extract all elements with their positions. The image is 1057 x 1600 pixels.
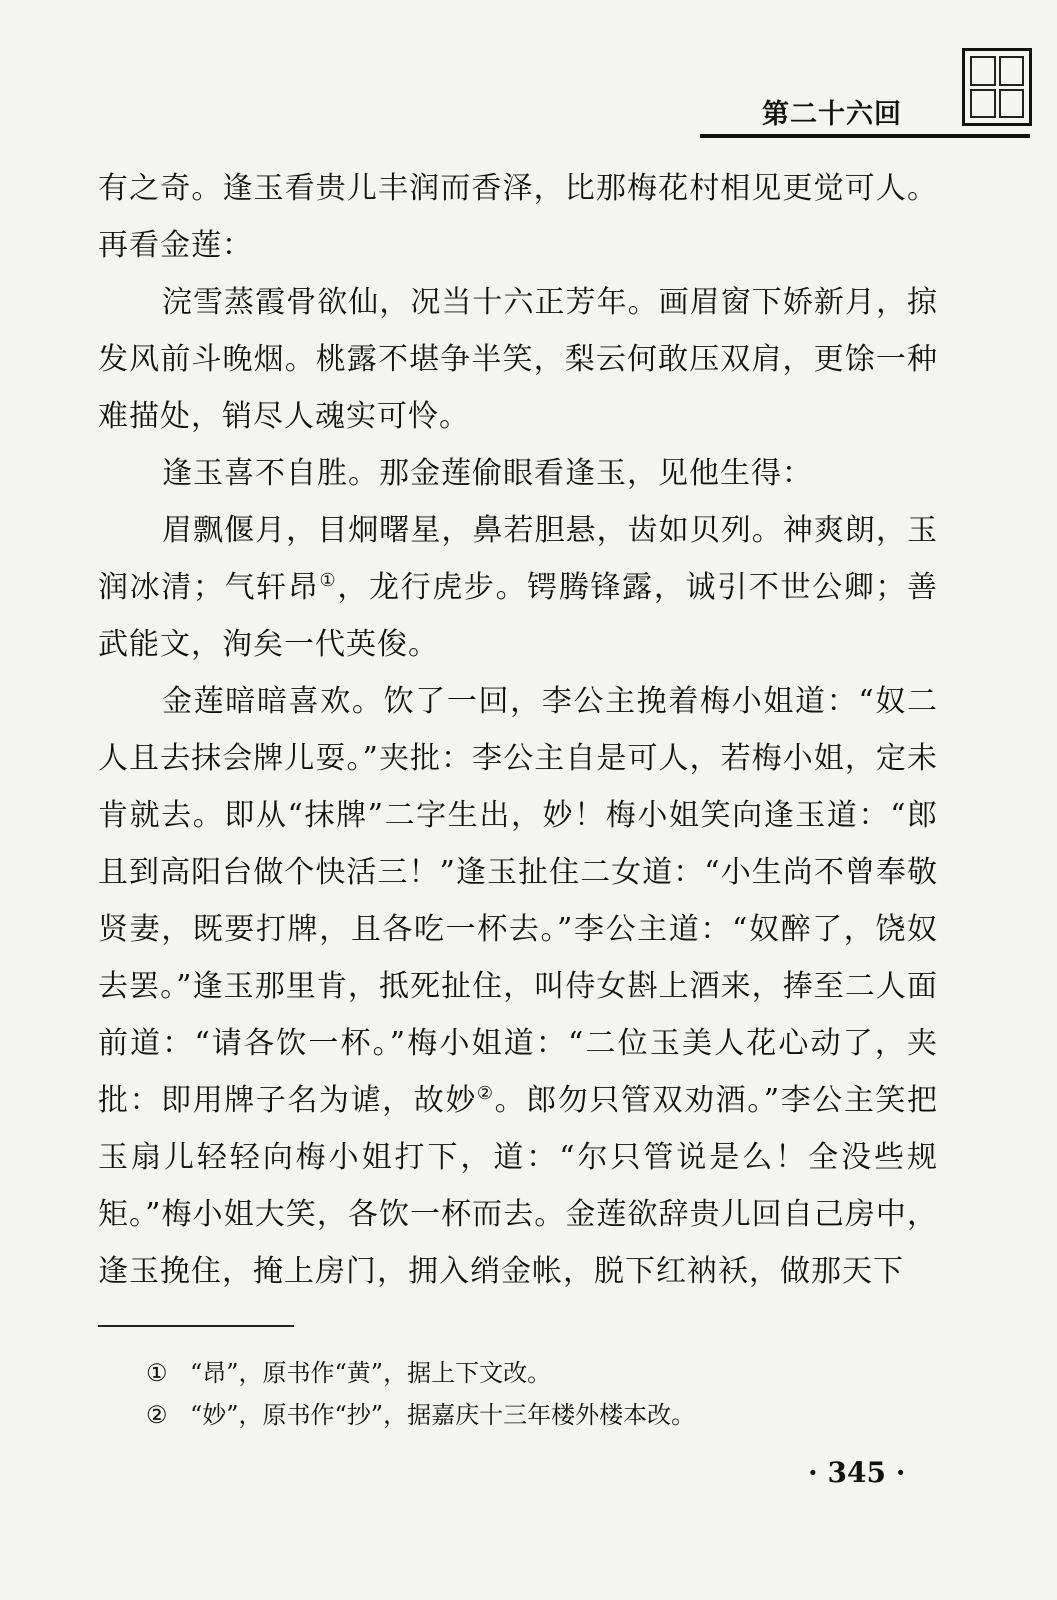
chapter-title: 第二十六回 [762, 99, 902, 130]
paragraph-5-part1: 金莲暗暗喜欢。饮了一回，李公主挽着梅小姐道：“奴二人且去抹会牌儿耍。”夹批：李公主自是可人，若梅小姐，定未肯就去。即从“抹牌”二字生出，妙！梅小姐笑向逢玉道：“郎且到高阳台做个快活三！”逢玉扯住二女道：“小生尚不曾奉敬贤妻，既要打牌，且各吃一杯去。”李公主道：“奴醉了，饶奴去罢。”逢玉那里肯，抵死扯住，叫侍女斟上酒来，捧至二人面前道：“请各饮一杯。”梅小姐道：“二位玉美人花心动了，夹批：即用牌子名为谑，故妙 [98, 684, 938, 1118]
poem-fengyu-part2: ，龙行虎步。锷腾锋露，诚引不世公卿；善武能文，洵矣一代英俊。 [98, 570, 939, 662]
footnote-1-mark: ① [146, 1359, 168, 1387]
paragraph-1: 有之奇。逢玉看贵儿丰润而香泽，比那梅花村相见更觉可人。再看金莲： [98, 171, 938, 263]
footnote-2-mark: ② [146, 1401, 168, 1429]
header-rule [700, 134, 1030, 138]
footnote-2 [146, 1394, 946, 1436]
poem-fengyu-part1: 眉飘偃月，目炯曙星，鼻若胆悬，齿如贝列。神爽朗，玉润冰清；气轩昂 [98, 513, 938, 605]
poem-jinlian: 浣雪蒸霞骨欲仙，况当十六正芳年。画眉窗下娇新月，掠发风前斗晚烟。桃露不堪争半笑，梨云何敢压双肩，更馀一种难描处，销尽人魂实可怜。 [98, 285, 938, 434]
footnote-rule [98, 1325, 294, 1327]
footnotes [146, 1352, 946, 1436]
paragraph-3: 逢玉喜不自胜。那金莲偷眼看逢玉，见他生得： [162, 456, 813, 491]
paragraph-5-part2: 。郎勿只管双劝酒。”李公主笑把玉扇儿轻轻向梅小姐打下，道：“尔只管说是么！全没些规矩。”梅小姐大笑，各饮一杯而去。金莲欲辞贵儿回自己房中，逢玉挽住，掩上房门，拥入绡金帐，脱下红衲袄，做那天下 [98, 1083, 939, 1289]
footnote-ref-2: ② [476, 1083, 495, 1104]
paragraph-5 [98, 673, 938, 1300]
page-number: · 345 · [808, 1456, 906, 1489]
chapter-seal [962, 48, 1032, 126]
poem-fengyu [98, 502, 938, 673]
footnote-2-text: “妙”，原书作“抄”，据嘉庆十三年楼外楼本改。 [190, 1401, 696, 1429]
footnote-1 [146, 1352, 946, 1394]
body-text [98, 160, 938, 1300]
footnote-ref-1: ① [319, 570, 338, 591]
footnote-1-text: “昂”，原书作“黄”，据上下文改。 [190, 1359, 552, 1387]
